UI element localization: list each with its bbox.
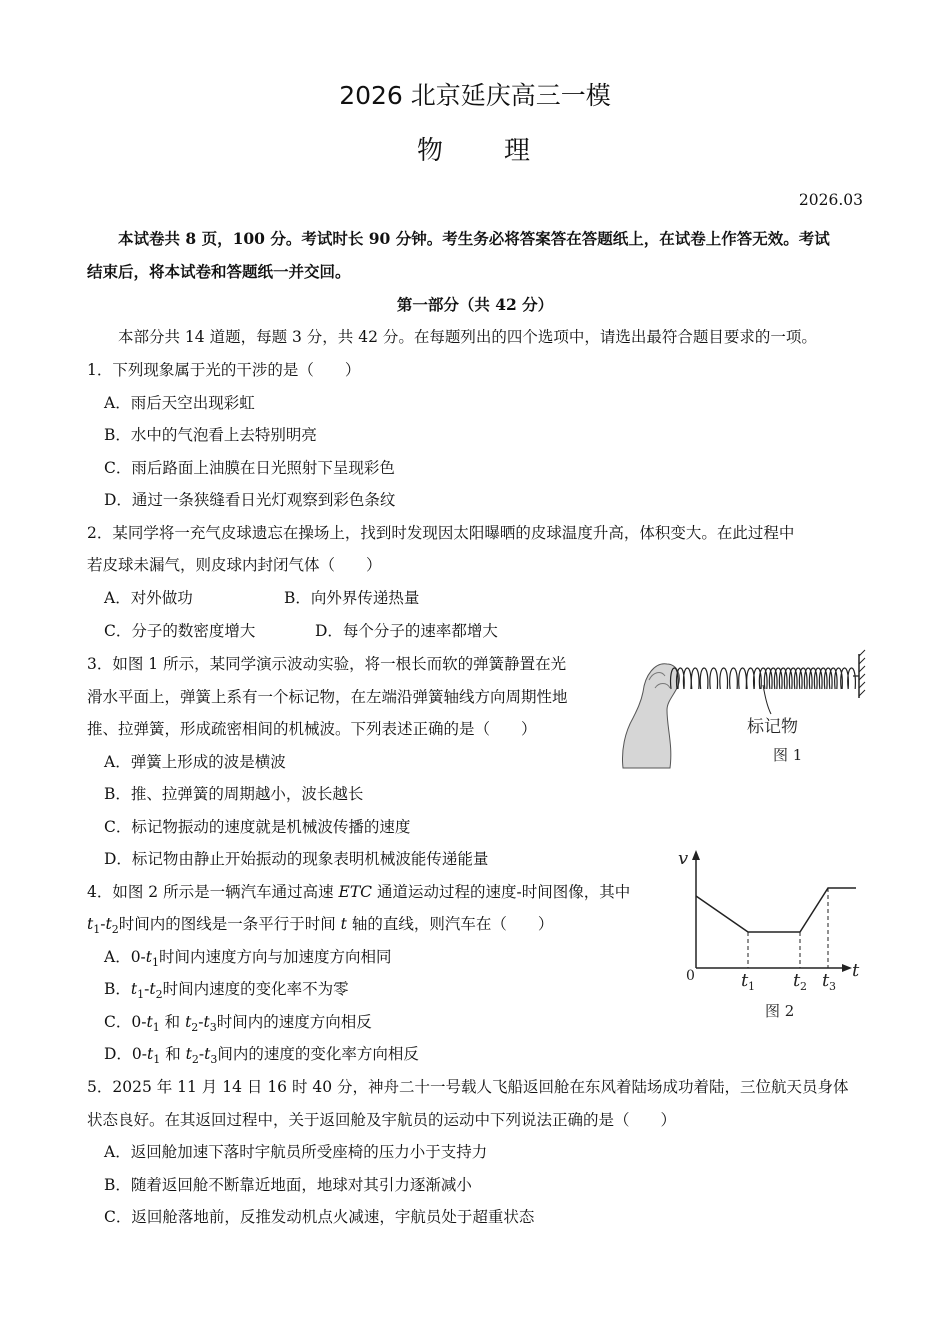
part1-intro: 本部分共 14 道题，每题 3 分，共 42 分。在每题列出的四个选项中，请选出最符合题目要求的一项。 xyxy=(118,328,817,346)
instructions-line-2: 结束后，将本试卷和答题纸一并交回。 xyxy=(87,262,351,281)
q4-stem-line-2: $t_1-t_2$时间内的图线是一条平行于时间 t 轴的直线，则汽车在（ ） xyxy=(87,915,554,937)
origin-label: 0 xyxy=(686,968,695,984)
t3-label: t xyxy=(822,970,830,991)
q2-option-a: A．对外做功 xyxy=(104,589,193,607)
v-axis-label: v xyxy=(678,848,689,869)
figure-1-caption: 图 1 xyxy=(773,746,803,764)
q4-option-b: B．$t_1-t_2$时间内速度的变化率不为零 xyxy=(104,980,349,1002)
velocity-curve xyxy=(696,888,856,932)
q5-stem-line-2: 状态良好。在其返回过程中，关于返回舱及宇航员的运动中下列说法正确的是（ ） xyxy=(87,1111,677,1129)
q3-stem-line-1: 3．如图 1 所示，某同学演示波动实验，将一根长而软的弹簧静置在光 xyxy=(87,655,567,673)
q5-option-b: B．随着返回舱不断靠近地面，地球对其引力逐渐减小 xyxy=(104,1176,472,1194)
q4-stem-line-1: 4．如图 2 所示是一辆汽车通过高速 ETC 通道运动过程的速度-时间图像，其中 xyxy=(87,883,631,901)
q5-stem-line-1: 5．2025 年 11 月 14 日 16 时 40 分，神舟二十一号载人飞船返回舱在东风着陆场成功着陆，三位航天员身体 xyxy=(87,1078,849,1096)
q2-stem-line-1: 2．某同学将一充气皮球遗忘在操场上，找到时发现因太阳曝晒的皮球温度升高，体积变大。在此过程中 xyxy=(87,524,795,542)
t3-subscript: 3 xyxy=(829,980,836,993)
subject-char-1: 物 xyxy=(417,136,446,166)
q3-stem-line-2: 滑水平面上，弹簧上系有一个标记物，在左端沿弹簧轴线方向周期性地 xyxy=(87,688,568,706)
t-axis-arrow xyxy=(842,964,852,972)
exam-title: 2026 北京延庆高三一模 xyxy=(339,81,611,110)
q3-option-a: A．弹簧上形成的波是横波 xyxy=(104,753,286,771)
marker-label: 标记物 xyxy=(747,717,798,737)
v-axis-arrow xyxy=(692,850,700,860)
t1-label: t xyxy=(741,970,749,991)
q4-option-a: A．$0-t_1$时间内速度方向与加速度方向相同 xyxy=(104,948,392,970)
instructions-line-1: 本试卷共 8 页，100 分。考试时长 90 分钟。考生务必将答案答在答题纸上，在试卷上作答无效。考试 xyxy=(118,229,830,248)
q3-option-b: B．推、拉弹簧的周期越小，波长越长 xyxy=(104,785,364,803)
exam-date: 2026.03 xyxy=(798,191,863,209)
marker-pointer xyxy=(763,685,771,714)
q2-option-b: B．向外界传递热量 xyxy=(284,589,420,607)
q3-option-c: C．标记物振动的速度就是机械波传播的速度 xyxy=(104,818,411,836)
q2-option-c: C．分子的数密度增大 xyxy=(104,622,256,640)
q1-option-b: B．水中的气泡看上去特别明亮 xyxy=(104,426,317,444)
t2-subscript: 2 xyxy=(800,980,807,993)
q4-option-c: C．$0-t_1$ 和 $t_2-t_3$时间内的速度方向相反 xyxy=(104,1013,372,1035)
t2-label: t xyxy=(793,970,801,991)
q4-option-d: D．$0-t_1$ 和 $t_2-t_3$间内的速度的变化率方向相反 xyxy=(104,1045,419,1067)
q2-option-d: D．每个分子的速率都增大 xyxy=(315,622,498,640)
spring-coils xyxy=(671,668,859,689)
subject-char-2: 理 xyxy=(504,136,533,166)
q3-stem-line-3: 推、拉弹簧，形成疏密相间的机械波。下列表述正确的是（ ） xyxy=(87,720,537,738)
figure-2-vt-graph xyxy=(672,842,872,1022)
q3-option-d: D．标记物由静止开始振动的现象表明机械波能传递能量 xyxy=(104,850,489,868)
q1-option-c: C．雨后路面上油膜在日光照射下呈现彩色 xyxy=(104,459,395,477)
q1-option-d: D．通过一条狭缝看日光灯观察到彩色条纹 xyxy=(104,491,396,509)
q1-option-a: A．雨后天空出现彩虹 xyxy=(104,394,255,412)
t1-subscript: 1 xyxy=(748,980,755,993)
q5-option-c: C．返回舱落地前，反推发动机点火减速，宇航员处于超重状态 xyxy=(104,1208,535,1226)
figure-2-caption: 图 2 xyxy=(765,1002,795,1020)
q2-stem-line-2: 若皮球未漏气，则皮球内封闭气体（ ） xyxy=(87,556,382,574)
q5-option-a: A．返回舱加速下落时宇航员所受座椅的压力小于支持力 xyxy=(104,1143,488,1161)
q1-stem: 1．下列现象属于光的干涉的是（ ） xyxy=(87,361,361,379)
t-axis-label: t xyxy=(852,960,860,981)
part1-heading: 第一部分（共 42 分） xyxy=(396,295,554,314)
figure-1-spring xyxy=(615,640,875,770)
